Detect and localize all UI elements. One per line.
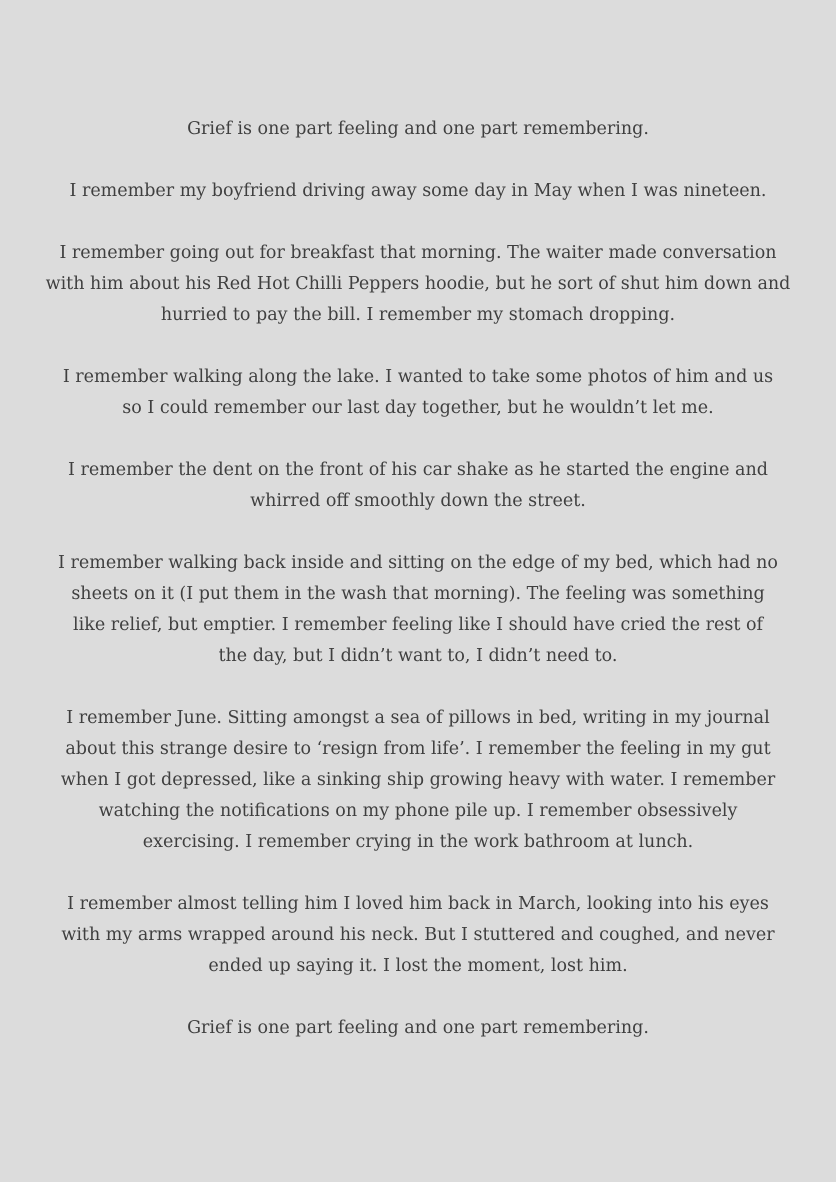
paragraph-june: I remember June. Sitting amongst a sea of pillows in bed, writing in my journal about this strange desire to ‘resign from life’. I remember the feeling in my gut when I got depressed, like a sinking ship growing heavy with water. I remember watching the notifications on my phone pile up. I remember obsessively exercising. I remember crying in the work bathroom at lunch. xyxy=(60,708,776,852)
paragraph-closing: Grief is one part feeling and one part remembering. xyxy=(187,1018,649,1038)
paragraph-bed: I remember walking back inside and sitting on the edge of my bed, which had no sheets on it (I put them in the wash that morning). The feeling was something like relief, but emptier. I remember feeling like I should have cried the rest of the day, but I didn’t want to, I didn’t need to. xyxy=(58,553,778,666)
paragraph-car-engine: I remember the dent on the front of his car shake as he started the engine and whirred off smoothly down the street. xyxy=(68,460,768,511)
paragraph-lake: I remember walking along the lake. I wanted to take some photos of him and us so I could remember our last day together, but he wouldn’t let me. xyxy=(62,367,774,418)
paragraph-breakfast: I remember going out for breakfast that morning. The waiter made conversation with him about his Red Hot Chilli Peppers hoodie, but he sort of shut him down and hurried to pay the bill. I remember my stomach dropping. xyxy=(45,243,791,325)
paragraph-march: I remember almost telling him I loved him back in March, looking into his eyes with my arms wrapped around his neck. But I stuttered and coughed, and never ended up saying it. I lost the moment, lost him. xyxy=(61,894,775,976)
paragraph-boyfriend-driving-away: I remember my boyfriend driving away some day in May when I was nineteen. xyxy=(69,181,767,201)
paragraph-opening: Grief is one part feeling and one part remembering. xyxy=(187,119,649,139)
